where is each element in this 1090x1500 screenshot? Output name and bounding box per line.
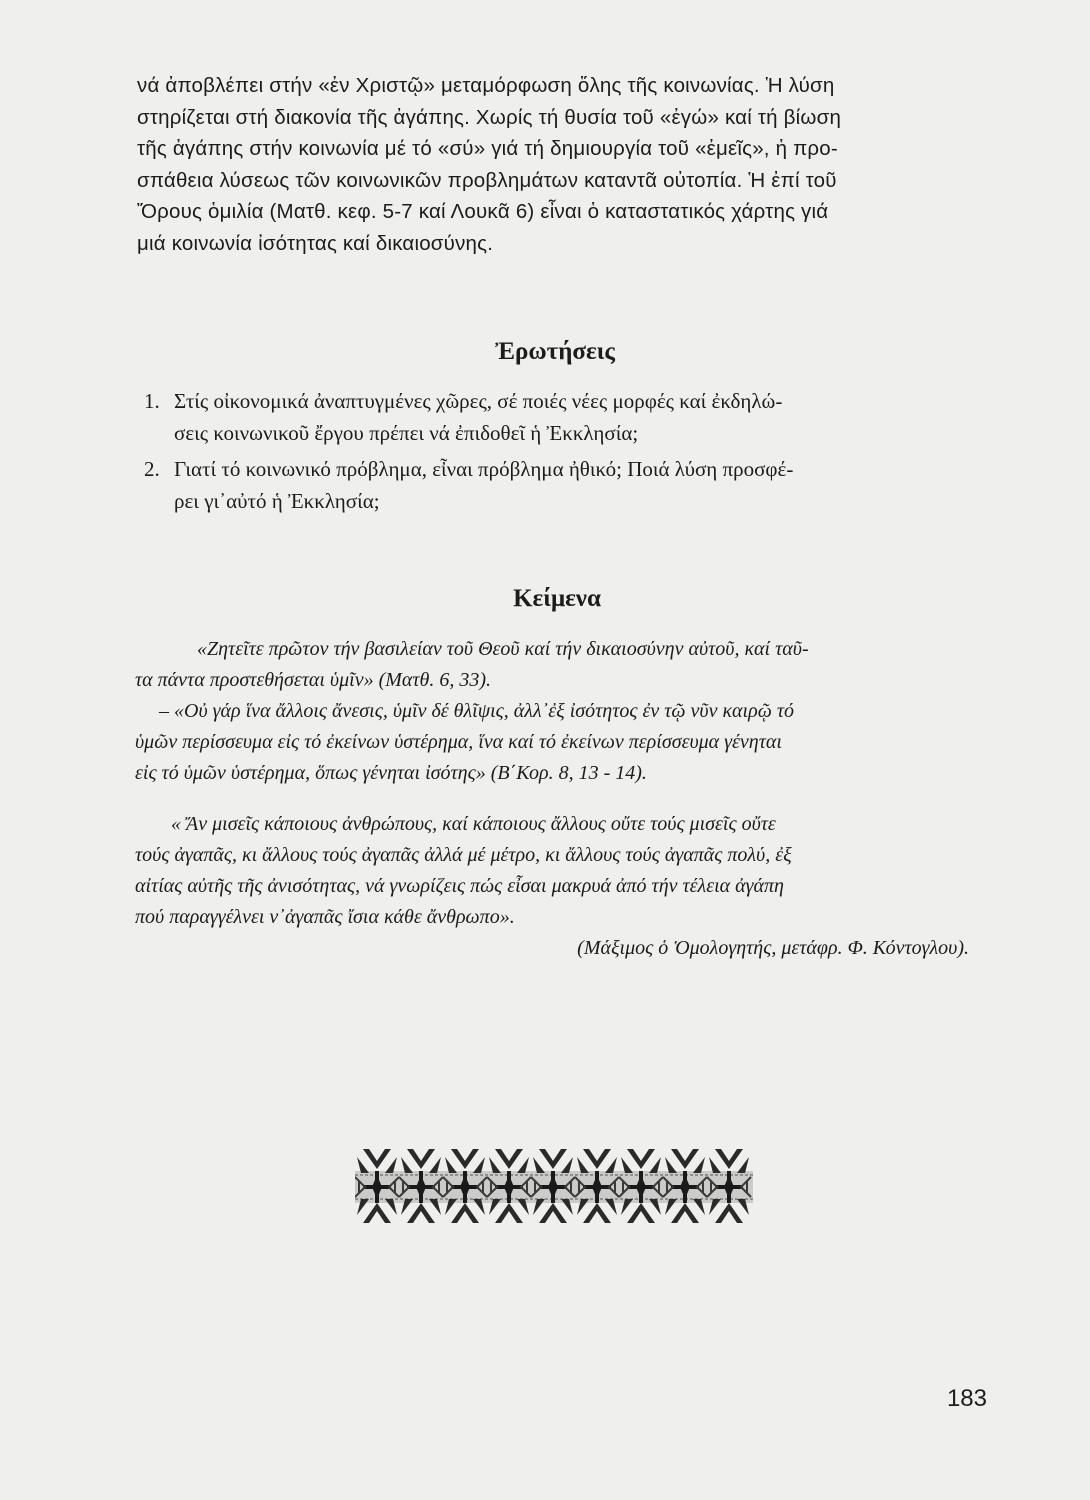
quote-line: « Ἄν μισεῖς κάποιους ἀνθρώπους, καί κάποιους ἄλλους οὔτε τούς μισεῖς οὔτε (171, 813, 776, 835)
question-item (144, 385, 964, 449)
question-number: 2. (144, 457, 160, 481)
texts-heading: Κείμενα (513, 585, 601, 612)
quote-corinthians (135, 696, 975, 789)
quote-maximus (135, 809, 975, 964)
quote-line: τούς ἀγαπᾶς, κι ἄλλους τούς ἀγαπᾶς ἀλλά μέ μέτρο, κι ἄλλους τούς ἀγαπᾶς πολύ, ἐξ (135, 844, 792, 866)
paragraph-line: στηρίζεται στή διακονία τῆς ἀγάπης. Χωρίς τή θυσία τοῦ «ἐγώ» καί τή βίωση (137, 105, 842, 129)
quote-line: αἰτίας αὐτῆς τῆς ἀνισότητας, νά γνωρίζεις πώς εἶσαι μακρυά ἀπό τήν τέλεια ἀγάπη (135, 875, 784, 897)
question-line: ρει γι᾿αὐτό ἡ Ἐκκλησία; (174, 489, 380, 513)
paragraph-line: Ὄρους ὁμιλία (Ματθ. κεφ. 5-7 καί Λουκᾶ 6) εἶναι ὁ καταστατικός χάρτης γιά (137, 200, 829, 223)
paragraph-line: νά ἀποβλέπει στήν «ἐν Χριστῷ» μεταμόρφωση ὅλης τῆς κοινωνίας. Ἡ λύση (137, 74, 835, 97)
questions-heading: Ἐρωτήσεις (495, 338, 615, 365)
quote-line: τα πάντα προστεθήσεται ὑμῖν» (Ματθ. 6, 33). (135, 669, 492, 691)
quote-line: – «Οὐ γάρ ἵνα ἄλλοις ἄνεσις, ὑμῖν δέ θλῖψις, ἀλλ᾿ἐξ ἰσότητος ἐν τῷ νῦν καιρῷ τό (159, 700, 794, 722)
quote-line: εἰς τό ὑμῶν ὑστέρημα, ὅπως γένηται ἰσότης» (Β΄Κορ. 8, 13 - 14). (135, 762, 647, 784)
page-number: 183 (946, 1385, 987, 1412)
quote-line: «Ζητεῖτε πρῶτον τήν βασιλείαν τοῦ Θεοῦ καί τήν δικαιοσύνην αὐτοῦ, καί ταῦ- (197, 638, 809, 660)
quotes-section (135, 634, 975, 964)
quote-matthew (135, 634, 975, 696)
question-line: Στίς οἰκονομικά ἀναπτυγμένες χῶρες, σέ ποιές νέες μορφές καί ἐκδηλώ- (174, 389, 783, 413)
quote-attribution: (Μάξιμος ὁ Ὁμολογητής, μετάφρ. Φ. Κόντογλου). (577, 937, 969, 959)
quote-line: ὑμῶν περίσσευμα εἰς τό ἐκείνων ὑστέρημα, ἵνα καί τό ἐκείνων περίσσευμα γένηται (135, 731, 782, 753)
question-number: 1. (144, 389, 160, 413)
decorative-ornament-band (355, 1147, 753, 1225)
question-line: σεις κοινωνικοῦ ἔργου πρέπει νά ἐπιδοθεῖ ἡ Ἐκκλησία; (174, 421, 639, 445)
question-line: Γιατί τό κοινωνικό πρόβλημα, εἶναι πρόβλημα ἠθικό; Ποιά λύση προσφέ- (174, 457, 794, 481)
questions-list (144, 385, 964, 517)
intro-paragraph (137, 70, 957, 259)
paragraph-line: μιά κοινωνία ἰσότητας καί δικαιοσύνης. (137, 231, 494, 255)
paragraph-line: σπάθεια λύσεως τῶν κοινωνικῶν προβλημάτων καταντᾶ οὐτοπία. Ἡ ἐπί τοῦ (137, 168, 837, 192)
paragraph-line: τῆς ἀγάπης στήν κοινωνία μέ τό «σύ» γιά τή δημιουργία τοῦ «ἐμεῖς», ἡ προ- (137, 137, 838, 160)
quote-line: πού παραγγέλνει ν᾿ἀγαπᾶς ἴσια κάθε ἄνθρωπο». (135, 906, 515, 928)
question-item (144, 453, 964, 517)
